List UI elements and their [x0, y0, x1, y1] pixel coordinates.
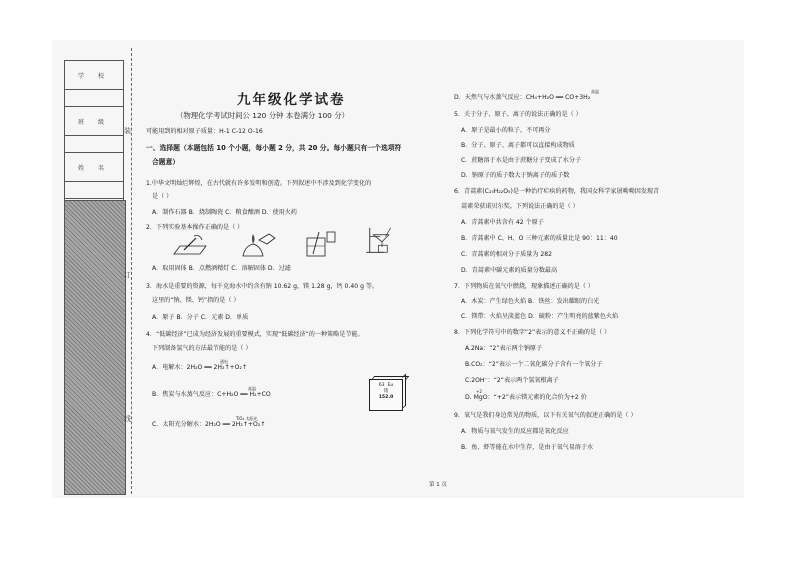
question-3-cont: 这里的“钠、镁、钙”指的是（ ） — [152, 297, 240, 304]
question-6-cont: 蒿素荣获诺贝尔奖。下列说法正确的是（ ） — [461, 203, 579, 210]
element-name: 铕 — [383, 389, 389, 394]
atomic-mass-line: 可能用到的相对原子质量：H-1 C-12 O-16 — [146, 128, 263, 135]
question-6-option-b: B．青蒿素中 C、H、O 三种元素的质量比是 90：11：40 — [461, 235, 618, 242]
section-heading: 一、选择题（本题包括 10 个小题，每小题 2 分，共 20 分。每小题只有一个选项符 — [146, 144, 402, 152]
question-6-option-a: A．青蒿素中共含有 42 个原子 — [461, 219, 544, 226]
question-4: 4．“低碳经济”已成为经济发展的重要模式，实现“低碳经济”的一种策略是节能。 — [146, 331, 364, 338]
mg-valence-mark: +2 — [476, 389, 482, 394]
school-blank — [65, 90, 124, 107]
school-label: 学 校 — [65, 61, 124, 90]
binding-char-ding: 订 — [124, 271, 131, 279]
question-4-option-b: B．焦炭与水蒸气反应：C+H₂O ══ H₂+CO — [152, 391, 271, 398]
question-1-options: A．制作石器 B．烧制陶瓷 C．粮食酿酒 D．使用火药 — [152, 209, 297, 216]
name-blank — [65, 182, 124, 199]
class-blank — [65, 136, 124, 153]
solar-condition: TiO₂ 太阳光 — [236, 416, 258, 421]
question-2-options: A．取用固体 B．点燃酒精灯 C．溶解固体 D．过滤 — [152, 265, 291, 272]
cut-line — [131, 48, 132, 494]
question-5: 5．关于分子、原子、离子的说法正确的是（ ） — [454, 111, 582, 118]
question-7: 7．下列物质在氧气中燃烧，现象描述正确的是（ ） — [454, 283, 594, 290]
binding-char-xian: 线 — [124, 415, 131, 423]
question-1: 1.中华文明灿烂辉煌，在古代就有许多发明和创造。下列叙述中不涉及到化学变化的 — [146, 180, 372, 187]
question-4-option-d: D．天然气与水蒸气反应：CH₄+H₂O ══ CO+3H₂ — [454, 94, 591, 101]
question-9: 9．氧气是我们身边常见的物质，以下有关氧气的叙述正确的是（ ） — [454, 412, 637, 419]
question-2: 2．下列实验基本操作正确的是（ ） — [146, 224, 244, 231]
question-5-option-d: D．钠原子的质子数大于钠离子的质子数 — [461, 172, 570, 179]
binding-char-zhuang: 装 — [124, 127, 131, 135]
question-8-option-c: C.2OH⁻：“2”表示两个氢氧根离子 — [465, 377, 559, 384]
question-3: 3．海水是重要的资源，每千克海水中约含有钠 10.62 g，镁 1.28 g，钙 0.40 g 等。 — [146, 283, 379, 290]
question-1-cont: 是（ ） — [152, 193, 173, 200]
ch4-condition: 高温 — [591, 89, 599, 94]
question-8-option-b: B.CO₂：“2”表示一个二氧化碳分子含有一个氧分子 — [465, 361, 603, 368]
question-6: 6．青蒿素(C₁₅H₂₂O₅)是一种治疗疟疾的药物，我国女科学家屠呦呦因发现青 — [454, 188, 660, 195]
filtration-figure — [362, 226, 402, 254]
seal-area — [64, 200, 126, 495]
question-7-options-cd: C．镁带：火焰呈淡蓝色 D．硫粉：产生明亮的蓝紫色火焰 — [461, 313, 619, 320]
take-solid-figure — [170, 230, 210, 258]
question-9-option-b: B．鱼、虾等能在水中生存，是由于氧气易溶于水 — [461, 444, 594, 451]
question-6-option-d: D．青蒿素中碳元素的质量分数最高 — [461, 267, 558, 274]
question-4-cont: 下列制备氢气的方法最节能的是（ ） — [152, 345, 252, 352]
question-5-option-a: A．原子是最小的粒子，不可再分 — [461, 127, 551, 134]
question-3-options: A．原子 B．分子 C．元素 D．单质 — [152, 314, 249, 321]
name-label: 姓 名 — [65, 153, 124, 182]
page-number: 第 1 页 — [429, 482, 447, 488]
electrolysis-condition: 通电 — [220, 359, 228, 364]
steam-condition: 高温 — [248, 386, 256, 391]
question-8-option-a: A.2Na：“2”表示两个钠原子 — [465, 345, 543, 352]
element-mass: 152.0 — [378, 395, 394, 400]
class-label: 班 级 — [65, 107, 124, 136]
question-6-option-c: C．青蒿素的相对分子质量为 282 — [461, 251, 552, 258]
question-4-option-c: C．太阳光分解水：2H₂O ══ 2H₂↑+O₂↑ — [152, 421, 266, 428]
element-number: 63 — [378, 383, 385, 388]
question-7-options-ab: A．木炭：产生绿色火焰 B．铁丝：发出耀眼的白光 — [461, 298, 600, 305]
page-title: 九年级化学试卷 — [237, 92, 346, 108]
question-8-option-d: D. MgO：“+2”表示镁元素的化合价为+2 价 — [465, 394, 587, 401]
dissolve-solid-figure — [299, 230, 339, 258]
page-subtitle: （物理化学考试时间公 120 分钟 本卷满分 100 分） — [176, 111, 349, 120]
element-cell-europium — [369, 379, 403, 411]
question-9-option-a: A．物质与氧气发生的反应都是氧化反应 — [461, 428, 569, 435]
alcohol-lamp-figure — [237, 230, 277, 258]
question-5-option-b: B．分子、原子、离子都可以直接构成物质 — [461, 142, 575, 149]
element-symbol: Eu — [387, 383, 394, 388]
section-heading-cont: 合题意） — [152, 158, 180, 166]
question-5-option-c: C．蔗糖溶于水是由于蔗糖分子变成了水分子 — [461, 157, 582, 164]
question-8: 8．下列化学符号中的数字“2”表示的意义不正确的是（ ） — [454, 329, 611, 336]
question-4-option-a: A．电解水：2H₂O ══ 2H₂↑+O₂↑ — [152, 364, 248, 371]
